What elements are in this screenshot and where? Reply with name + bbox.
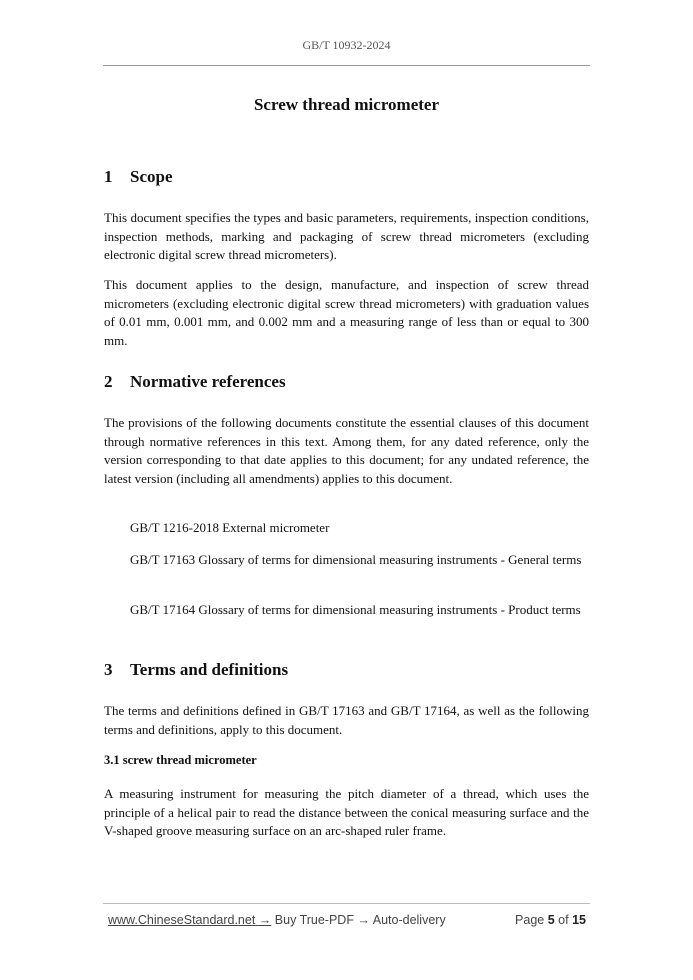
reference-item: GB/T 17163 Glossary of terms for dimensional measuring instruments - General terms — [130, 552, 582, 567]
section-heading-terms-and-definitions — [104, 660, 288, 680]
scope-paragraph-2: This document applies to the design, manufacture, and inspection of screw thread micrometers (excluding electronic digital screw thread micrometers) with graduation values of 0.01 mm, 0.001 mm, and 0.002 mm and a measuring range of less than or equal to 300 mm. — [104, 277, 589, 349]
chinesestandard-link[interactable]: www.ChineseStandard.net → — [108, 913, 272, 927]
section-number: 1 — [104, 167, 113, 186]
normative-references-paragraph: The provisions of the following documents constitute the essential clauses of this document through normative references in this text. Among them, for any dated reference, only the version corresponding to that date applies to this document; for any undated reference, the latest version (including all amendments) applies to this document. — [104, 415, 589, 487]
total-pages: 15 — [572, 913, 586, 927]
section-title: Scope — [130, 167, 173, 186]
section-heading-normative-references — [104, 372, 286, 392]
arrow-right-icon: → — [357, 913, 370, 927]
section-heading-scope — [104, 167, 173, 187]
buy-true-pdf-link[interactable]: Buy True-PDF — [274, 913, 354, 927]
document-code: GB/T 10932-2024 — [302, 38, 391, 52]
scope-paragraph-1: This document specifies the types and basic parameters, requirements, inspection conditions, inspection methods, marking and packaging of screw thread micrometers (excluding electronic digital screw thread micrometers). — [104, 210, 589, 263]
page-number: Page 5 of 15 — [515, 913, 586, 927]
current-page: 5 — [547, 913, 555, 927]
header-divider — [103, 65, 590, 66]
section-number: 3 — [104, 660, 113, 679]
section-number: 2 — [104, 372, 113, 391]
term-definition: A measuring instrument for measuring the pitch diameter of a thread, which uses the principle of a helical pair to read the distance between the conical measuring surface and the V-shaped groove measuring surface on an arc-shaped ruler frame. — [104, 786, 589, 839]
subsection-heading: 3.1 screw thread micrometer — [104, 753, 257, 767]
section-title: Terms and definitions — [130, 660, 289, 679]
terms-paragraph: The terms and definitions defined in GB/T 17163 and GB/T 17164, as well as the following terms and definitions, apply to this document. — [104, 703, 589, 737]
reference-item: GB/T 17164 Glossary of terms for dimensional measuring instruments - Product terms — [130, 602, 581, 617]
reference-item: GB/T 1216-2018 External micrometer — [130, 520, 330, 535]
page-header — [0, 38, 693, 53]
footer-links — [108, 913, 446, 927]
arrow-right-icon: → — [258, 913, 272, 927]
section-title: Normative references — [130, 372, 286, 391]
auto-delivery-text: Auto-delivery — [372, 913, 446, 927]
footer-divider — [103, 903, 590, 904]
document-title: Screw thread micrometer — [253, 95, 440, 114]
